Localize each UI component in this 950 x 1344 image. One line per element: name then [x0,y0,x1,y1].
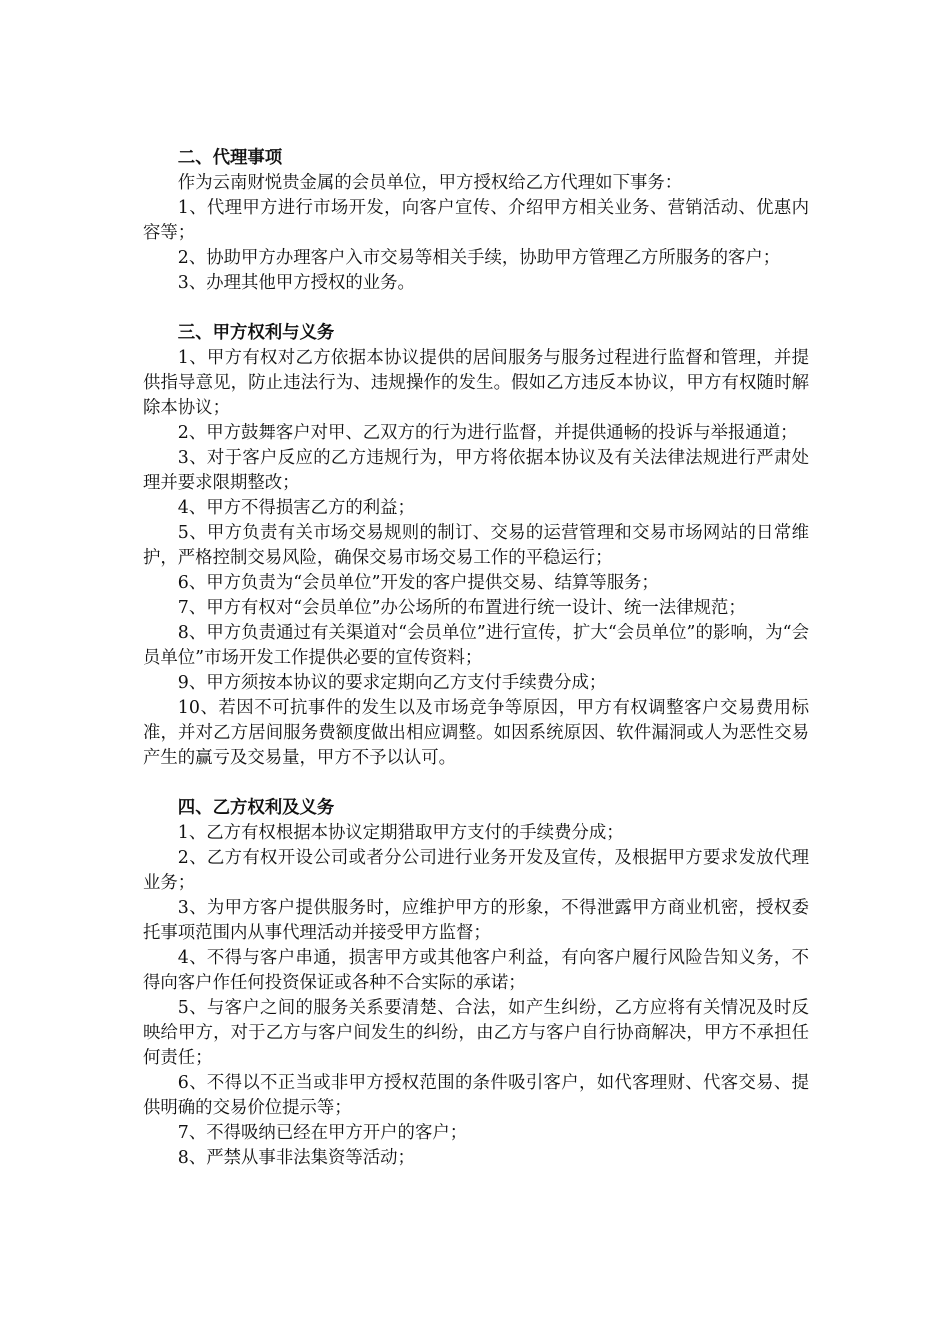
section-agency-matters [143,146,809,296]
paragraph: 3、对于客户反应的乙方违规行为，甲方将依据本协议及有关法律法规进行严肃处理并要求限期整改； [143,448,809,493]
paragraph: 1、乙方有权根据本协议定期猎取甲方支付的手续费分成； [177,823,624,843]
paragraph: 3、为甲方客户提供服务时，应维护甲方的形象，不得泄露甲方商业机密，授权委托事项范围内从事代理活动并接受甲方监督； [143,898,809,943]
paragraph: 7、甲方有权对“会员单位”办公场所的布置进行统一设计、统一法律规范； [177,598,746,618]
paragraph: 6、不得以不正当或非甲方授权范围的条件吸引客户，如代客理财、代客交易、提供明确的交易价位提示等； [143,1073,809,1118]
section-heading: 三、甲方权利与义务 [177,323,335,343]
paragraph: 6、甲方负责为“会员单位”开发的客户提供交易、结算等服务； [177,573,659,593]
paragraph: 8、甲方负责通过有关渠道对“会员单位”进行宣传，扩大“会员单位”的影响，为“会员单位”市场开发工作提供必要的宣传资料； [143,623,809,668]
document-page [143,146,809,1171]
paragraph: 4、甲方不得损害乙方的利益； [177,498,415,518]
section-heading: 二、代理事项 [177,148,283,168]
paragraph: 4、不得与客户串通，损害甲方或其他客户利益，有向客户履行风险告知义务，不得向客户作任何投资保证或各种不合实际的承诺； [143,948,809,993]
paragraph: 作为云南财悦贵金属的会员单位，甲方授权给乙方代理如下事务： [177,173,683,193]
paragraph: 2、乙方有权开设公司或者分公司进行业务开发及宣传，及根据甲方要求发放代理业务； [143,848,809,893]
paragraph: 2、甲方鼓舞客户对甲、乙双方的行为进行监督，并提供通畅的投诉与举报通道； [177,423,798,443]
paragraph: 10、若因不可抗事件的发生以及市场竞争等原因，甲方有权调整客户交易费用标准，并对乙方居间服务费额度做出相应调整。如因系统原因、软件漏洞或人为恶性交易产生的赢亏及交易量，甲方不予以认可。 [143,698,809,768]
paragraph: 5、甲方负责有关市场交易规则的制订、交易的运营管理和交易市场网站的日常维护，严格控制交易风险，确保交易市场交易工作的平稳运行； [143,523,809,568]
section-heading: 四、乙方权利及义务 [177,798,335,818]
paragraph: 9、甲方须按本协议的要求定期向乙方支付手续费分成； [177,673,607,693]
paragraph: 5、与客户之间的服务关系要清楚、合法，如产生纠纷，乙方应将有关情况及时反映给甲方，对于乙方与客户间发生的纠纷，由乙方与客户自行协商解决，甲方不承担任何责任； [143,998,809,1068]
paragraph: 1、甲方有权对乙方依据本协议提供的居间服务与服务过程进行监督和管理，并提供指导意见，防止违法行为、违规操作的发生。假如乙方违反本协议，甲方有权随时解除本协议； [143,348,809,418]
paragraph: 1、代理甲方进行市场开发，向客户宣传、介绍甲方相关业务、营销活动、优惠内容等； [143,198,809,243]
section-party-a-rights [143,321,809,771]
paragraph: 2、协助甲方办理客户入市交易等相关手续，协助甲方管理乙方所服务的客户； [177,248,781,268]
paragraph: 7、不得吸纳已经在甲方开户的客户； [177,1123,468,1143]
section-party-b-rights [143,796,809,1171]
paragraph: 3、办理其他甲方授权的业务。 [177,273,415,293]
paragraph: 8、严禁从事非法集资等活动； [177,1148,415,1168]
